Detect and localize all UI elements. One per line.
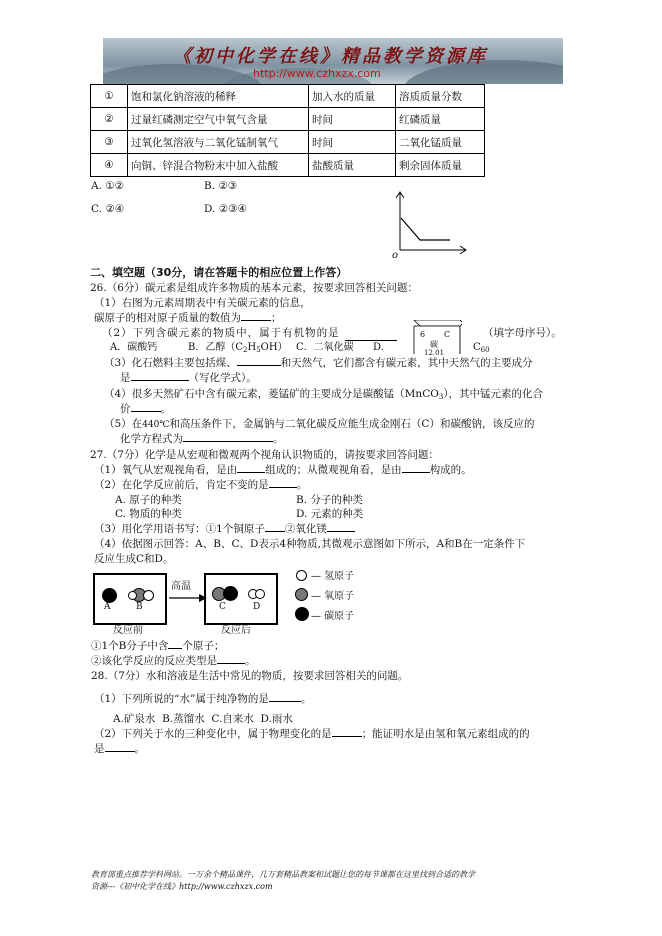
hydrogen-atom bbox=[143, 590, 154, 601]
q26-part5 bbox=[104, 418, 534, 431]
footer-line1: 教育部重点推荐学科网站。一万余个精品课件，几万套精品教案和试题让您的每节课都在这里找到合适的教学 bbox=[91, 870, 475, 879]
q27-part1-c: 构成的。 bbox=[429, 464, 472, 476]
table-cell: 过量红磷测定空气中氧气含量 bbox=[128, 108, 309, 131]
q26-part4-d: 。 bbox=[160, 403, 171, 415]
q27-sub2 bbox=[91, 655, 256, 668]
q27-sub1 bbox=[91, 640, 224, 653]
answer-blank[interactable] bbox=[332, 736, 362, 737]
table-row bbox=[91, 131, 485, 154]
label-a: A bbox=[104, 602, 111, 612]
q26-part3-line2 bbox=[120, 372, 257, 385]
q27-sub2-b: 。 bbox=[245, 655, 256, 667]
q26-opt-a: A．碳酸钙 bbox=[110, 342, 158, 353]
q27-part1-b: 组成的；从微观视角看，是由 bbox=[265, 464, 402, 476]
table-cell: ④ bbox=[91, 154, 128, 177]
q27-sub1-a: ①1个B分子中含 bbox=[91, 640, 169, 652]
table-cell: 过氧化氢溶液与二氧化锰制氧气 bbox=[128, 131, 309, 154]
q27-part1 bbox=[94, 464, 472, 477]
q28-part2-line2 bbox=[94, 743, 145, 756]
table-cell: 剩余固体质量 bbox=[396, 154, 485, 177]
reaction-diagram bbox=[91, 567, 385, 639]
q26-part4-b: ），其中锰元素的化合 bbox=[443, 388, 544, 400]
q27-part4-line2: 反应生成C和D。 bbox=[94, 553, 174, 565]
table-cell: 时间 bbox=[309, 108, 396, 131]
q27-part4: （4）依据图示回答：A、B、C、D表示4种物质,其微观示意图如下所示，A和B在一定条件下 bbox=[94, 538, 526, 550]
q26-part4-a: （4）很多天然矿石中含有碳元素，菱锰矿的主要成分是碳酸锰（MnCO bbox=[104, 388, 439, 400]
legend-oxygen: — 氧原子 bbox=[311, 591, 355, 602]
answer-blank[interactable] bbox=[345, 327, 397, 341]
answer-blank[interactable] bbox=[327, 531, 355, 532]
banner-url[interactable]: http://www.czhxzx.com bbox=[253, 67, 381, 80]
q26-opt-c: C．二氧化碳 bbox=[296, 342, 354, 353]
q28-part1-a: （1）下列所说的“水”属于纯净物的是 bbox=[94, 693, 269, 705]
q26-part3-c: 是 bbox=[120, 372, 131, 384]
q26-part3-a: （3）化石燃料主要包括煤、 bbox=[104, 357, 237, 369]
q27-part3 bbox=[94, 523, 355, 536]
answer-blank[interactable] bbox=[402, 472, 430, 473]
answer-blank[interactable] bbox=[183, 441, 273, 442]
legend-carbon-icon bbox=[295, 607, 309, 621]
table-cell: ① bbox=[91, 85, 128, 108]
q26-part5-a: （5）在 bbox=[104, 418, 143, 430]
hydrogen-atom bbox=[255, 589, 265, 599]
answer-blank[interactable] bbox=[168, 648, 182, 649]
label-d: D bbox=[253, 602, 261, 612]
q26-part1-blank bbox=[94, 312, 282, 325]
q26-part3-b: 和天然气，它们都含有碳元素，其中天然气的主要成分 bbox=[280, 357, 533, 369]
label-c: C bbox=[219, 602, 226, 612]
q27-opt-b: B. 分子的种类 bbox=[296, 494, 363, 506]
answer-blank[interactable] bbox=[265, 531, 285, 532]
subscript: 3 bbox=[438, 393, 444, 401]
q27-part2 bbox=[94, 479, 307, 492]
after-label: 反应后 bbox=[221, 625, 251, 636]
table-row bbox=[91, 85, 485, 108]
element-number: 6 bbox=[420, 330, 426, 339]
graph-curve bbox=[401, 218, 450, 240]
answer-blank[interactable] bbox=[217, 663, 245, 664]
hydrogen-atom bbox=[128, 591, 137, 600]
q28-part2-c: 是 bbox=[94, 743, 105, 755]
before-label: 反应前 bbox=[113, 625, 143, 636]
table-cell: 饱和氯化钠溶液的稀释 bbox=[128, 85, 309, 108]
option-c: C. ②④ bbox=[91, 203, 125, 215]
q27-opt-a: A. 原子的种类 bbox=[115, 494, 182, 506]
q26-opt-b bbox=[188, 342, 288, 355]
q28-part2-d: 。 bbox=[134, 743, 145, 755]
label-b: B bbox=[136, 602, 143, 612]
subscript: 60 bbox=[480, 346, 490, 354]
answer-blank[interactable] bbox=[269, 487, 297, 488]
reaction-arrow bbox=[167, 593, 207, 603]
q26-part5-d: 。 bbox=[273, 433, 284, 445]
q26-opt-b-end: OH） bbox=[260, 342, 288, 353]
q28-options: A.矿泉水 B.蒸馏水 C.自来水 D.雨水 bbox=[113, 713, 293, 725]
table-cell: ② bbox=[91, 108, 128, 131]
q28-stem: 28.（7分）水和溶液是生活中常见的物质，按要求回答相关的问题。 bbox=[91, 670, 409, 682]
q26-opt-d-formula bbox=[473, 342, 490, 355]
q26-part5-line2 bbox=[120, 433, 284, 446]
graph-origin: o bbox=[392, 250, 399, 261]
element-symbol: C bbox=[444, 330, 451, 339]
subscript: 5 bbox=[256, 346, 261, 354]
table-row bbox=[91, 154, 485, 177]
q26-part4-line2 bbox=[120, 403, 171, 416]
q26-part2-tail: （填字母序号）。 bbox=[483, 327, 562, 339]
formula-c: C bbox=[473, 342, 481, 353]
answer-blank[interactable] bbox=[237, 472, 265, 473]
q28-part2-b: ；能证明水是由氢和氧元素组成的的 bbox=[361, 728, 530, 740]
q26-part5-c: 化学方程式为 bbox=[120, 433, 183, 445]
answer-blank[interactable] bbox=[269, 701, 301, 702]
q28-part1-b: 。 bbox=[300, 693, 312, 705]
q26-part5-b: 和高压条件下，金属钠与二氧化碳反应能生成金刚石（C）和碳酸钠，该反应的 bbox=[169, 418, 535, 430]
option-b: B. ②③ bbox=[204, 180, 238, 192]
line-graph bbox=[390, 188, 470, 260]
q26-opt-b-h: H bbox=[247, 342, 257, 353]
option-d: D. ②③④ bbox=[204, 203, 247, 215]
q26-part4-c: 价 bbox=[120, 403, 131, 415]
answer-blank[interactable] bbox=[241, 320, 271, 321]
q26-opt-d: D. bbox=[373, 342, 384, 353]
q26-part3 bbox=[104, 357, 533, 370]
subscript: 2 bbox=[243, 346, 248, 354]
table-row bbox=[91, 108, 485, 131]
question-table bbox=[90, 84, 485, 177]
table-cell: ③ bbox=[91, 131, 128, 154]
table-cell: 二氧化锰质量 bbox=[396, 131, 485, 154]
q27-sub1-b: 个原子； bbox=[182, 640, 225, 652]
table-cell: 盐酸质量 bbox=[309, 154, 396, 177]
element-name: 碳 bbox=[430, 340, 438, 349]
q27-part1-a: （1）氧气从宏观视角看，是由 bbox=[94, 464, 238, 476]
q28-part2-a: （2）下列关于水的三种变化中，属于物理变化的是 bbox=[94, 728, 332, 740]
condition-label: 高温 bbox=[171, 581, 191, 592]
element-mass: 12.01 bbox=[424, 349, 445, 357]
q26-opt-b-text: B．乙醇（C bbox=[188, 342, 243, 353]
q27-opt-d: D. 元素的种类 bbox=[296, 508, 364, 520]
section-title: 二、填空题（30分，请在答题卡的相应位置上作答） bbox=[90, 266, 348, 279]
banner-title: 《初中化学在线》精品教学资源库 bbox=[173, 46, 488, 67]
q27-part2-a: （2）在化学反应前后，肯定不变的是 bbox=[94, 479, 269, 491]
q28-part2 bbox=[94, 728, 530, 741]
q26-part1-end: ； bbox=[271, 312, 282, 324]
q27-part2-end: 。 bbox=[296, 479, 308, 491]
table-cell: 溶质质量分数 bbox=[396, 85, 485, 108]
q27-opt-c: C. 物质的种类 bbox=[115, 508, 182, 520]
q26-part3-d: （写化学式）。 bbox=[188, 372, 257, 384]
q27-part3-a: （3）用化学用语书写：①1个铜原子 bbox=[94, 523, 265, 535]
option-a: A. ①② bbox=[91, 180, 125, 192]
q27-part3-b: ②氧化镁 bbox=[284, 523, 327, 535]
carbon-atom bbox=[102, 588, 117, 603]
table-cell: 时间 bbox=[309, 131, 396, 154]
carbon-atom bbox=[223, 586, 238, 601]
answer-blank[interactable] bbox=[131, 380, 189, 381]
site-banner bbox=[103, 38, 563, 84]
table-cell: 加入水的质量 bbox=[309, 85, 396, 108]
answer-blank[interactable] bbox=[105, 751, 135, 752]
q26-part5-temp: 440℃ bbox=[142, 420, 170, 430]
answer-blank[interactable] bbox=[131, 411, 161, 412]
q26-part2: （2）下列含碳元素的物质中，属于有机物的是 bbox=[102, 327, 340, 339]
legend-hydrogen-icon bbox=[296, 570, 307, 581]
legend-hydrogen: — 氢原子 bbox=[311, 571, 355, 582]
answer-blank[interactable] bbox=[237, 365, 281, 366]
q26-part1: （1）右图为元素周期表中有关碳元素的信息， bbox=[94, 297, 311, 309]
q26-part4 bbox=[104, 388, 543, 402]
table-cell: 向铜、锌混合物粉末中加入盐酸 bbox=[128, 154, 309, 177]
q28-part1 bbox=[94, 693, 311, 706]
footer-line2[interactable]: 资源---《初中化学在线》http://www.czhxzx.com bbox=[91, 882, 273, 891]
q26-stem: 26.（6分）碳元素是组成许多物质的基本元素，按要求回答相关问题： bbox=[90, 282, 418, 294]
q26-part1-text: 碳原子的相对原子质量的数值为 bbox=[94, 312, 241, 324]
q27-stem: 27.（7分）化学是从宏观和微观两个视角认识物质的，请按要求回答问题： bbox=[90, 449, 439, 461]
table-cell: 红磷质量 bbox=[396, 108, 485, 131]
q27-sub2-a: ②该化学反应的反应类型是 bbox=[91, 655, 217, 667]
legend-carbon: — 碳原子 bbox=[311, 611, 355, 622]
legend-oxygen-icon bbox=[295, 588, 308, 601]
